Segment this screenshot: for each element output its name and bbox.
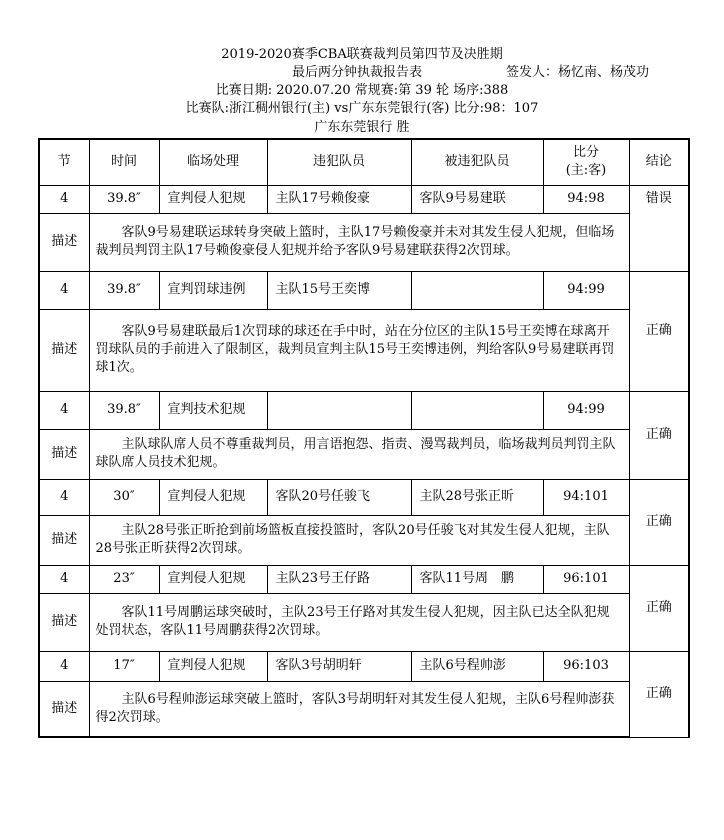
description-cell bbox=[89, 681, 629, 737]
description-label: 描述 bbox=[39, 309, 89, 391]
description-label: 描述 bbox=[39, 593, 89, 651]
col-header-period: 节 bbox=[39, 139, 89, 185]
report-table bbox=[38, 138, 690, 738]
table-row bbox=[39, 565, 689, 593]
call-cell: 宣判侵人犯规 bbox=[159, 565, 267, 593]
description-label: 描述 bbox=[39, 429, 89, 479]
victim-cell: 主队28号张正昕 bbox=[411, 479, 543, 515]
col-header-victim: 被违犯队员 bbox=[411, 139, 543, 185]
period-cell: 4 bbox=[39, 565, 89, 593]
description-row bbox=[39, 593, 689, 651]
description-text: 客队9号易建联最后1次罚球的球还在手中时，站在分位区的主队15号王奕博在球离开罚球队员的手前进入了限制区，裁判员宣判主队15号王奕博违例，判给客队9号易建联再罚球1次。 bbox=[95, 324, 615, 375]
description-cell bbox=[89, 515, 629, 565]
conclusion-cell: 错误 bbox=[629, 185, 689, 271]
description-text: 主队6号程帅澎运球突破上篮时，客队3号胡明轩对其发生侵人犯规，主队6号程帅澎获得2次罚球。 bbox=[95, 691, 615, 725]
description-text: 主队28号张正昕抢到前场篮板直接投篮时，客队20号任骏飞对其发生侵人犯规，主队28号张正昕获得2次罚球。 bbox=[95, 523, 610, 556]
score-cell: 96:103 bbox=[543, 651, 629, 681]
table-row bbox=[39, 185, 689, 213]
report-subtitle: 最后两分钟执裁报告表 bbox=[292, 65, 423, 80]
period-cell: 4 bbox=[39, 391, 89, 429]
description-text: 客队9号易建联运球转身突破上篮时，主队17号赖俊豪并未对其发生侵人犯规，但临场裁判员判罚主队17号赖俊豪侵人犯规并给予客队9号易建联获得2次罚球。 bbox=[95, 225, 615, 258]
conclusion-cell: 正确 bbox=[629, 651, 689, 737]
description-row bbox=[39, 681, 689, 737]
conclusion-cell: 正确 bbox=[629, 391, 689, 479]
score-cell: 96:101 bbox=[543, 565, 629, 593]
victim-cell bbox=[411, 391, 543, 429]
victim-cell: 主队6号程帅澎 bbox=[411, 651, 543, 681]
description-row bbox=[39, 213, 689, 271]
description-cell bbox=[89, 593, 629, 651]
period-cell: 4 bbox=[39, 651, 89, 681]
col-header-time: 时间 bbox=[89, 139, 159, 185]
period-cell: 4 bbox=[39, 479, 89, 515]
description-cell bbox=[89, 309, 629, 391]
offender-cell: 客队20号任骏飞 bbox=[267, 479, 411, 515]
col-header-conclusion: 结论 bbox=[629, 139, 689, 185]
conclusion-cell: 正确 bbox=[629, 565, 689, 651]
col-header-offender: 违犯队员 bbox=[267, 139, 411, 185]
description-row bbox=[39, 515, 689, 565]
conclusion-cell: 正确 bbox=[629, 479, 689, 565]
description-label: 描述 bbox=[39, 213, 89, 271]
victim-cell: 客队9号易建联 bbox=[411, 185, 543, 213]
victim-cell bbox=[411, 271, 543, 309]
table-row bbox=[39, 391, 689, 429]
call-cell: 宣判侵人犯规 bbox=[159, 185, 267, 213]
description-cell bbox=[89, 429, 629, 479]
score-cell: 94:98 bbox=[543, 185, 629, 213]
call-cell: 宣判罚球违例 bbox=[159, 271, 267, 309]
offender-cell: 主队23号王仔路 bbox=[267, 565, 411, 593]
victim-cell: 客队11号周 鹏 bbox=[411, 565, 543, 593]
signer: 签发人：杨忆南、杨茂功 bbox=[506, 65, 650, 80]
call-cell: 宣判侵人犯规 bbox=[159, 651, 267, 681]
description-text: 主队球队席人员不尊重裁判员，用言语抱怨、指责、漫骂裁判员，临场裁判员判罚主队球队席人员技术犯规。 bbox=[95, 437, 616, 470]
time-cell: 17″ bbox=[89, 651, 159, 681]
period-cell: 4 bbox=[39, 185, 89, 213]
time-cell: 30″ bbox=[89, 479, 159, 515]
col-header-call: 临场处理 bbox=[159, 139, 267, 185]
description-row bbox=[39, 309, 689, 391]
period-cell: 4 bbox=[39, 271, 89, 309]
table-header-row bbox=[39, 139, 689, 185]
score-cell: 94:99 bbox=[543, 391, 629, 429]
offender-cell bbox=[267, 391, 411, 429]
table-row bbox=[39, 271, 689, 309]
time-cell: 39.8″ bbox=[89, 271, 159, 309]
table-row bbox=[39, 651, 689, 681]
description-label: 描述 bbox=[39, 681, 89, 737]
call-cell: 宣判侵人犯规 bbox=[159, 479, 267, 515]
description-row bbox=[39, 429, 689, 479]
description-label: 描述 bbox=[39, 515, 89, 565]
call-cell: 宣判技术犯规 bbox=[159, 391, 267, 429]
time-cell: 39.8″ bbox=[89, 185, 159, 213]
score-cell: 94:99 bbox=[543, 271, 629, 309]
table-row bbox=[39, 479, 689, 515]
offender-cell: 客队3号胡明轩 bbox=[267, 651, 411, 681]
score-cell: 94:101 bbox=[543, 479, 629, 515]
report-title: 2019-2020赛季CBA联赛裁判员第四节及决胜期 bbox=[221, 47, 503, 62]
time-cell: 23″ bbox=[89, 565, 159, 593]
match-info: 比赛日期: 2020.07.20 常规赛:第 39 轮 场序:388 bbox=[215, 83, 509, 98]
description-text: 客队11号周鹏运球突破时，主队23号王仔路对其发生侵人犯规，因主队已达全队犯规处罚状态，客队11号周鹏获得2次罚球。 bbox=[95, 605, 610, 638]
description-cell bbox=[89, 213, 629, 271]
time-cell: 39.8″ bbox=[89, 391, 159, 429]
col-header-score: 比分 (主:客) bbox=[543, 139, 629, 185]
conclusion-cell: 正确 bbox=[629, 271, 689, 391]
offender-cell: 主队15号王奕博 bbox=[267, 271, 411, 309]
offender-cell: 主队17号赖俊豪 bbox=[267, 185, 411, 213]
match-teams: 比赛队:浙江稠州银行(主) vs广东东莞银行(客) 比分:98：107 bbox=[185, 101, 539, 116]
match-winner: 广东东莞银行 胜 bbox=[314, 120, 410, 135]
